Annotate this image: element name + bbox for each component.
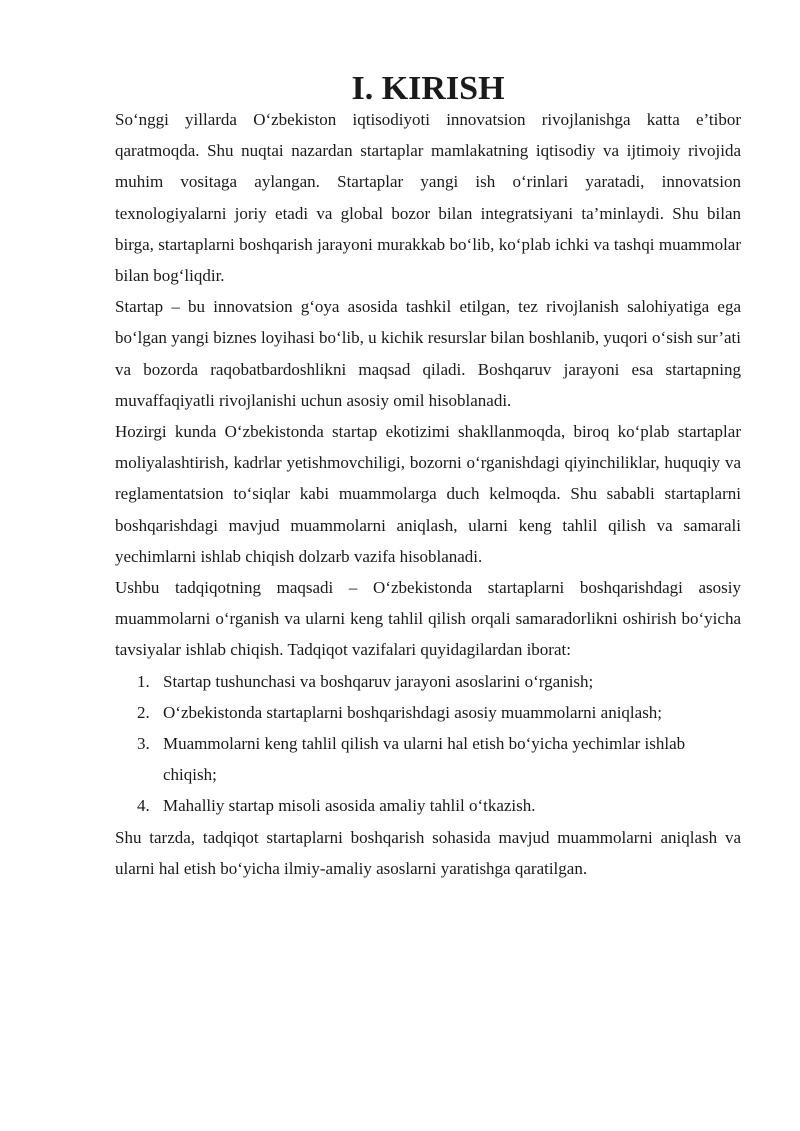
section-heading: I. KIRISH xyxy=(351,70,505,107)
list-item-number: 2. xyxy=(137,702,150,722)
list-item-text: Muammolarni keng tahlil qilish va ularni hal etish bo‘yicha yechimlar ishlab chiqish; xyxy=(163,734,686,785)
document-page xyxy=(115,70,741,884)
list-item xyxy=(115,728,741,790)
list-item-text: O‘zbekistonda startaplarni boshqarishdagi asosiy muammolarni aniqlash; xyxy=(163,702,663,722)
research-tasks-list xyxy=(115,666,741,822)
list-item xyxy=(115,697,741,728)
list-item-number: 1. xyxy=(137,671,150,691)
paragraph-research-goal: Ushbu tadqiqotning maqsadi – O‘zbekistonda startaplarni boshqarishdagi asosiy muammolarni o‘rganish va ularni keng tahlil qilish orqali samaradorlikni oshirish bo‘yicha tavsiyalar ishlab chiqish. Tadqiqot vazifalari quyidagilardan iborat: xyxy=(115,578,741,660)
paragraph-startup-definition: Startap – bu innovatsion g‘oya asosida tashkil etilgan, tez rivojlanish salohiyatiga ega bo‘lgan yangi biznes loyihasi bo‘lib, u kichik resurslar bilan boshlanib, yuqori o‘sish sur’ati va bozorda raqobatbardoshlikni maqsad qiladi. Boshqaruv jarayoni esa startapning muvaffaqiyatli rivojlanishi uchun asosiy omil hisoblanadi. xyxy=(115,297,741,410)
list-item-number: 3. xyxy=(137,734,150,754)
list-item xyxy=(115,666,741,697)
list-item-text: Mahalliy startap misoli asosida amaliy tahlil o‘tkazish. xyxy=(163,796,536,816)
list-item-number: 4. xyxy=(137,796,150,816)
paragraph-conclusion: Shu tarzda, tadqiqot startaplarni boshqarish sohasida mavjud muammolarni aniqlash va ularni hal etish bo‘yicha ilmiy-amaliy asoslarni yaratishga qaratilgan. xyxy=(115,827,741,878)
list-item xyxy=(115,790,741,821)
paragraph-ecosystem: Hozirgi kunda O‘zbekistonda startap ekotizimi shakllanmoqda, biroq ko‘plab startaplar moliyalashtirish, kadrlar yetishmovchiligi, bozorni o‘rganishdagi qiyinchiliklar, huquqiy va reglamentatsion to‘siqlar kabi muammolarga duch kelmoqda. Shu sababli startaplarni boshqarishdagi mavjud muammolarni aniqlash, ularni keng tahlil qilish va samarali yechimlarni ishlab chiqish dolzarb vazifa hisoblanadi. xyxy=(115,422,741,566)
paragraph-intro: So‘nggi yillarda O‘zbekiston iqtisodiyoti innovatsion rivojlanishga katta e’tibor qaratmoqda. Shu nuqtai nazardan startaplar mamlakatning iqtisodiy va ijtimoiy rivojida muhim vositaga aylangan. Startaplar yangi ish o‘rinlari yaratadi, innovatsion texnologiyalarni joriy etadi va global bozor bilan integratsiyani ta’minlaydi. Shu bilan birga, startaplarni boshqarish jarayoni murakkab bo‘lib, ko‘plab ichki va tashqi muammolar bilan bog‘liqdir. xyxy=(115,110,741,286)
list-item-text: Startap tushunchasi va boshqaruv jarayoni asoslarini o‘rganish; xyxy=(163,671,594,691)
